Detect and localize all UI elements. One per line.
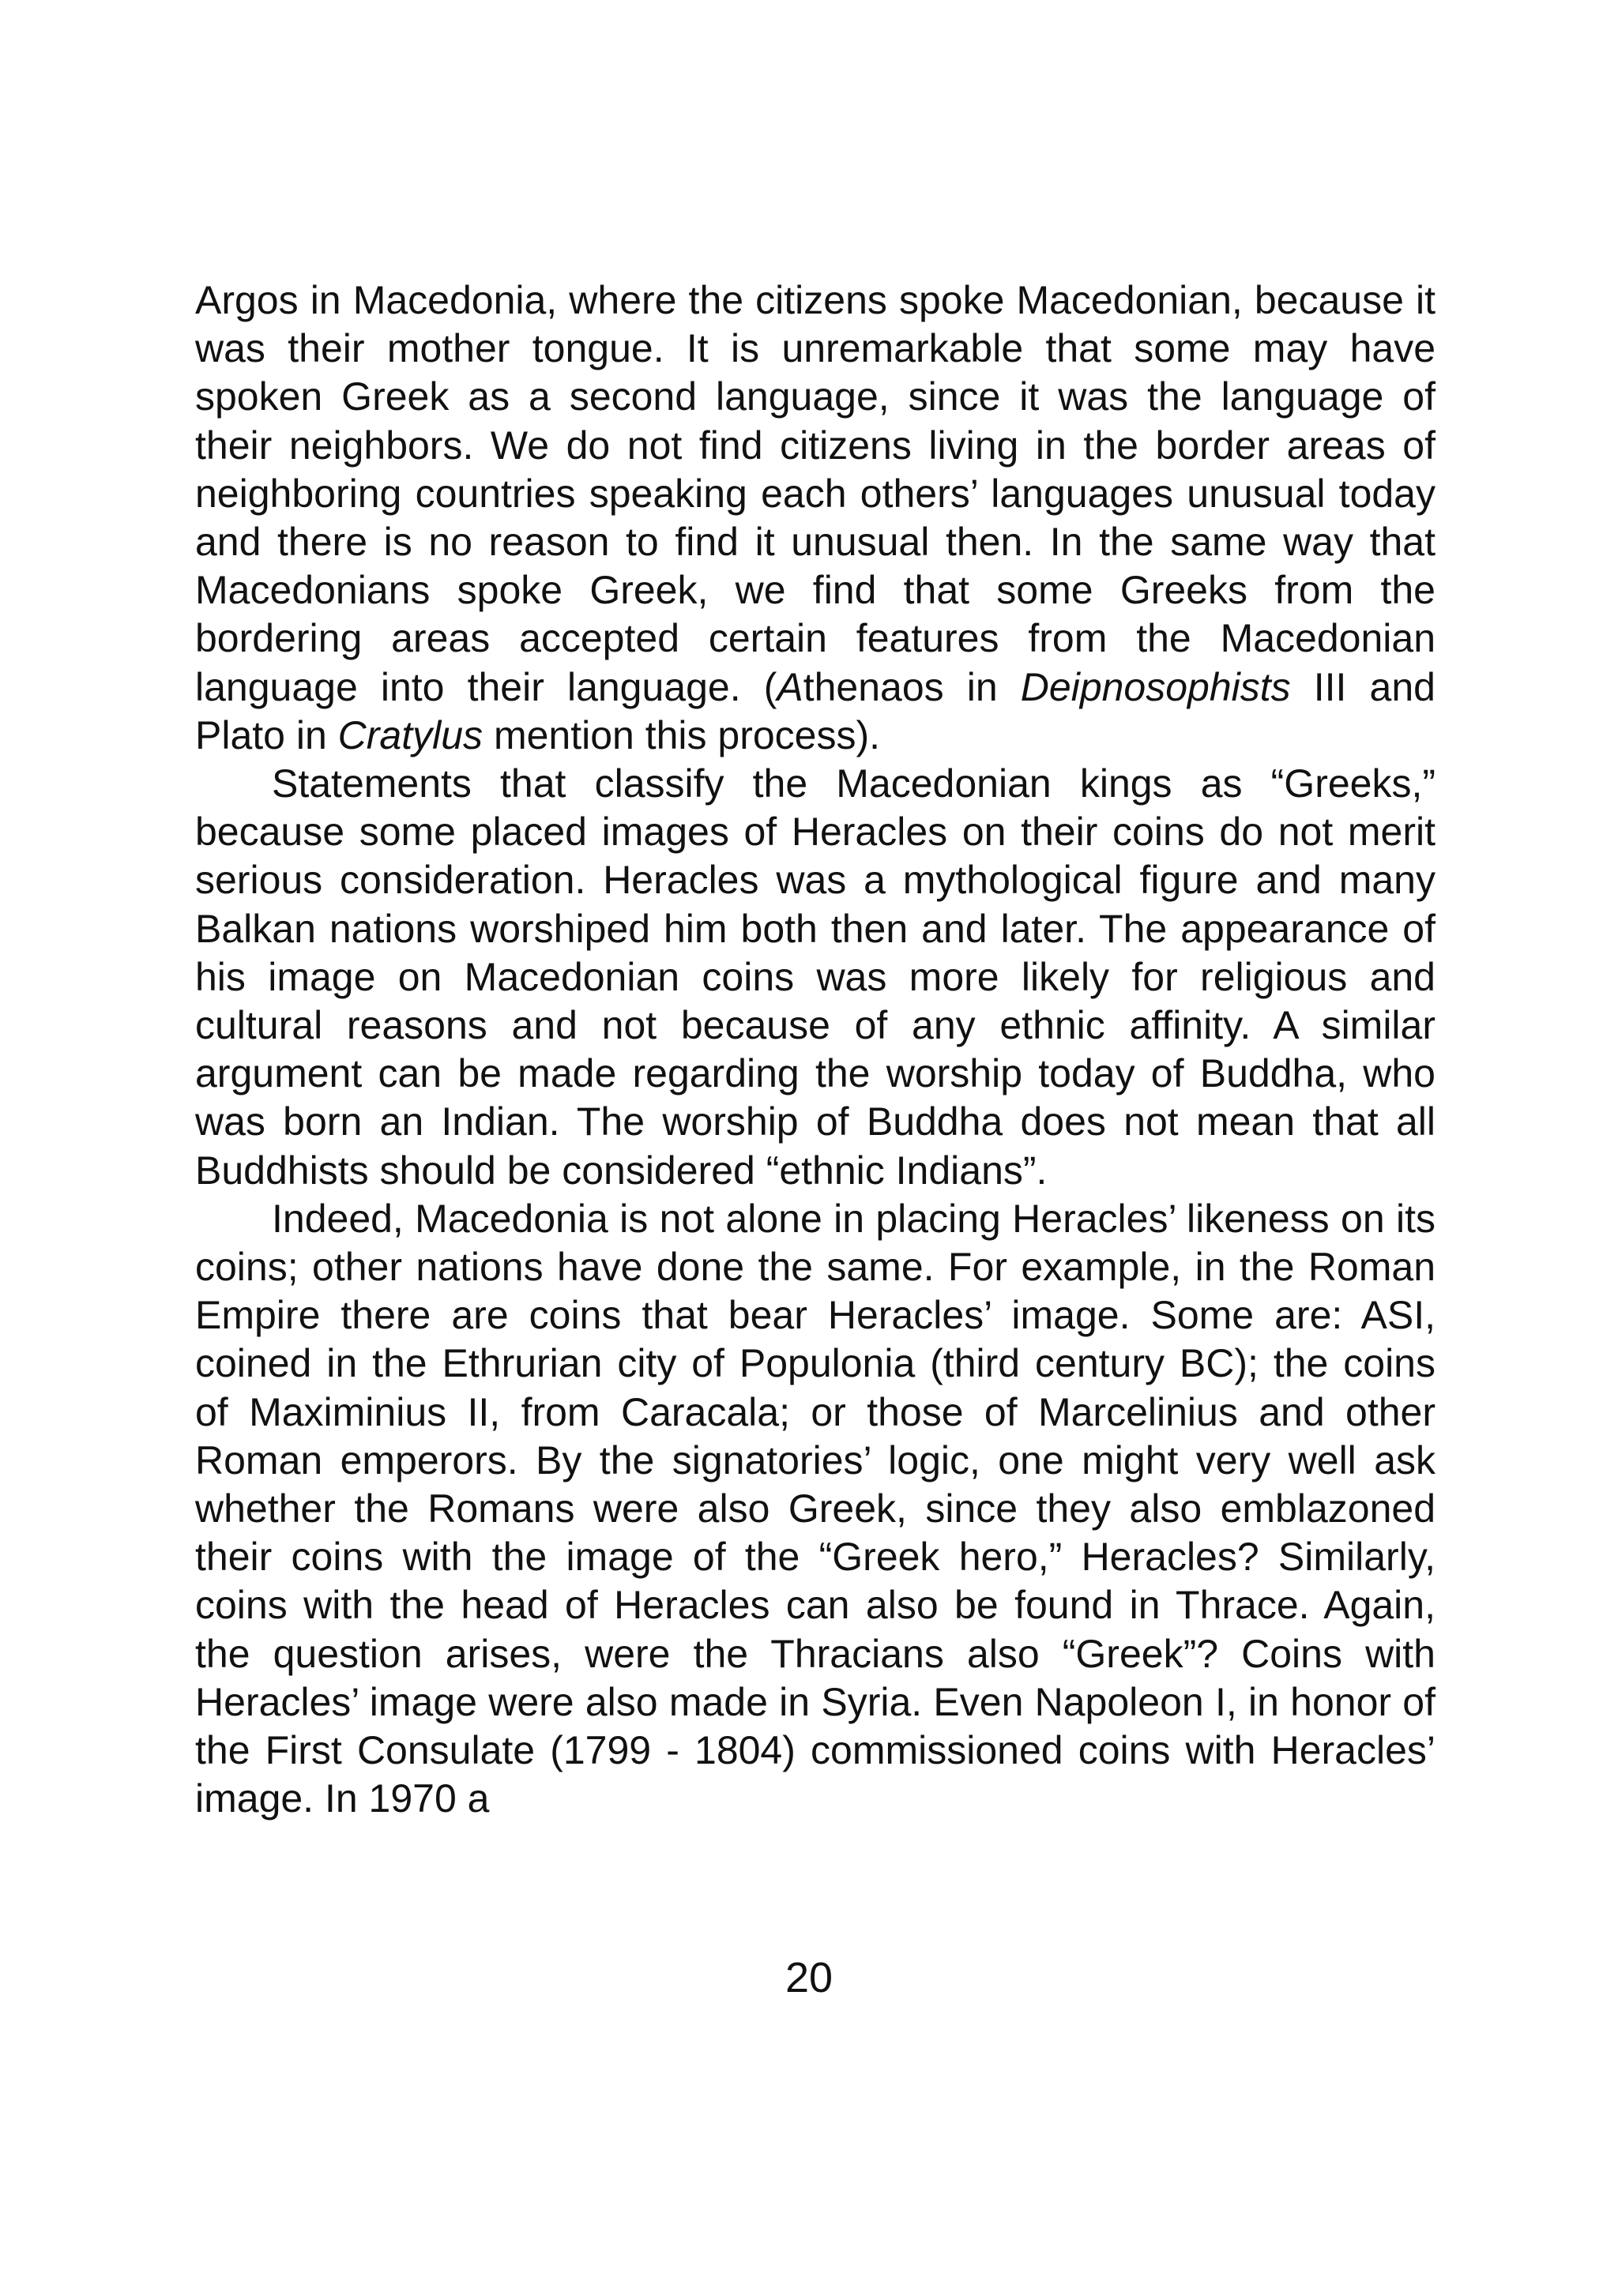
paragraph-1-text-3: III and Plato in <box>195 664 1436 757</box>
paragraph-2 <box>195 760 1436 1195</box>
book-title-deipnosophists: Deipnosophists <box>1020 664 1291 709</box>
paragraph-1 <box>195 276 1436 760</box>
paragraph-1-text-4: mention this process). <box>483 712 881 757</box>
paragraph-1-text-2: thenaos in <box>803 664 1021 709</box>
italic-letter-a: A <box>777 664 803 709</box>
paragraph-3-text: Indeed, Macedonia is not alone in placing Heracles’ likeness on its coins; other nations have done the same. For example, in the Roman Empire there are coins that bear Heracles’ image. Some are: ASI, coined in the Ethrurian city of Populonia (third century BC); the coins of Maximinius II, from Caracala; or those of Marcelinius and other Roman emperors. By the signatories’ logic, one might very well ask whether the Romans were also Greek, since they also emblazoned their coins with the image of the “Greek hero,” Heracles? Similarly, coins with the head of Heracles can also be found in Thrace. Again, the question arises, were the Thracians also “Greek”? Coins with Heracles’ image were also made in Syria. Even Napoleon I, in honor of the First Consulate (1799 - 1804) commissioned coins with Heracles’ image. In 1970 a <box>195 1196 1436 1821</box>
page-number: 20 <box>785 1954 833 2001</box>
book-title-cratylus: Cratylus <box>337 712 484 757</box>
paragraph-3 <box>195 1195 1436 1824</box>
paragraph-2-text: Statements that classify the Macedonian kings as “Greeks,” because some placed images of Heracles on their coins do not merit serious consideration. Heracles was a mythological figure and many Balkan nations worshiped him both then and later. The appearance of his image on Macedonian coins was more likely for religious and cultural reasons and not because of any ethnic affinity. A similar argument can be made regarding the worship today of Buddha, who was born an Indian. The worship of Buddha does not mean that all Buddhists should be considered “ethnic Indians”. <box>195 761 1436 1193</box>
body-text <box>195 276 1436 1824</box>
paragraph-1-text: Argos in Macedonia, where the citizens spoke Macedonian, because it was their mother tongue. It is unremarkable that some may have spoken Greek as a second language, since it was the language of their neighbors. We do not find citizens living in the border areas of neighboring countries speaking each others’ languages unusual today and there is no reason to find it unusual then. In the same way that Macedonians spoke Greek, we find that some Greeks from the bordering areas accepted certain features from the Macedonian language into their language. ( <box>195 278 1436 709</box>
